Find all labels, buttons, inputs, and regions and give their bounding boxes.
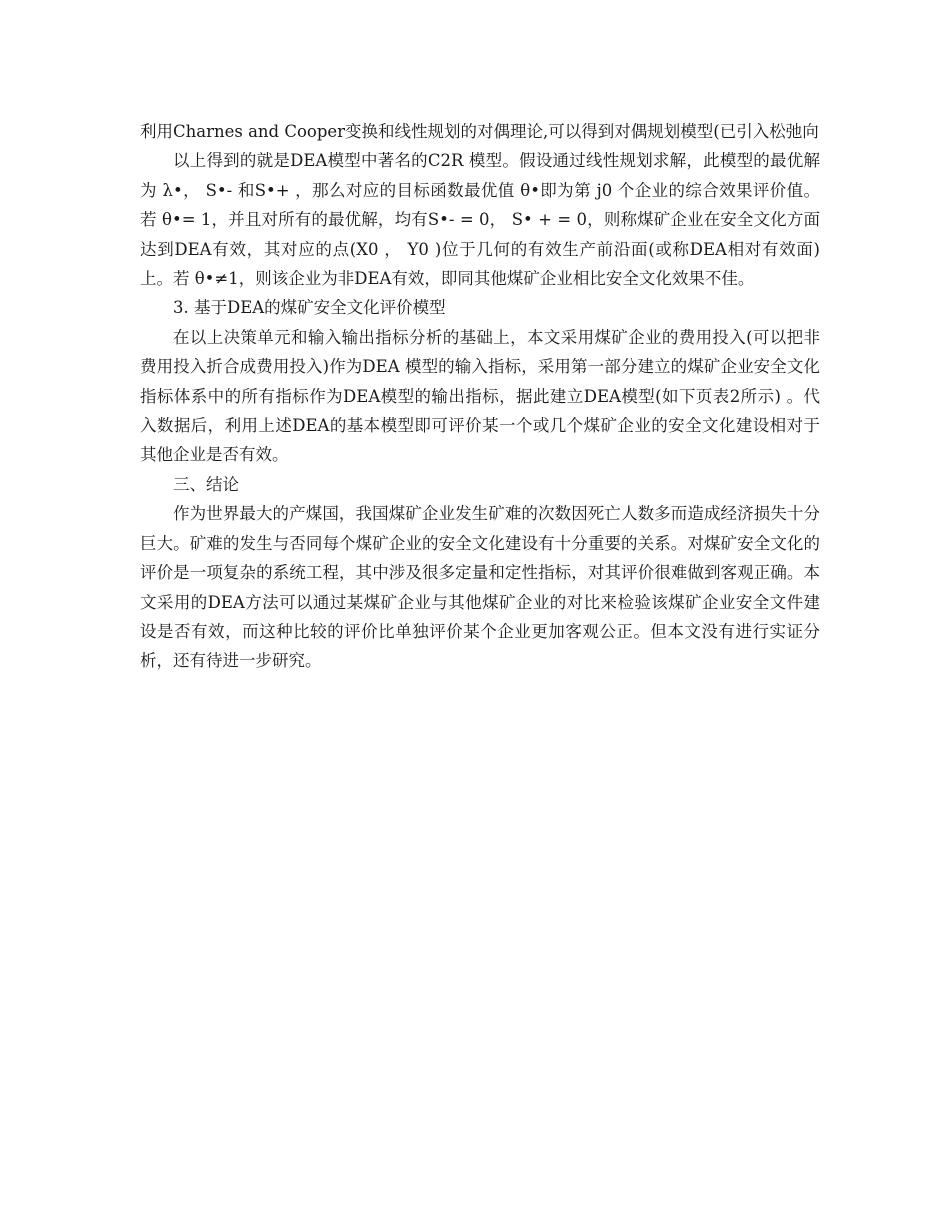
paragraph-conclusion: 作为世界最大的产煤国，我国煤矿企业发生矿难的次数因死亡人数多而造成经济损失十分巨大。矿难的发生与否同每个煤矿企业的安全文化建设有十分重要的关系。对煤矿安全文化的评价是一项复杂的系统工程，其中涉及很多定量和定性指标，对其评价很难做到客观正确。本文采用的DEA方法可以通过某煤矿企业与其他煤矿企业的对比来检验该煤矿企业安全文件建设是否有效，而这种比较的评价比单独评价某个企业更加客观公正。但本文没有进行实证分析，还有待进一步研究。 <box>140 504 820 671</box>
paragraph-intro: 利用Charnes and Cooper变换和线性规划的对偶理论,可以得到对偶规划模型(已引入松弛向 <box>140 122 819 141</box>
paragraph-c2r-model: 以上得到的就是DEA模型中著名的C2R 模型。假设通过线性规划求解，此模型的最优解为 λ•， S•- 和S•+ ，那么对应的目标函数最优值 θ•即为第 j0 个企业的综合效果评价值。若 θ•= 1，并且对所有的最优解，均有S•- = 0， S• + = 0，则称煤矿企业在安全文化方面达到DEA有效，其对应的点(X0 ， Y0 )位于几何的有效生产前沿面(或称DEA相对有效面)上。若 θ•≠1，则该企业为非DEA有效，即同其他煤矿企业相比安全文化效果不佳。 <box>140 151 821 289</box>
paragraph-dea-model: 在以上决策单元和输入输出指标分析的基础上，本文采用煤矿企业的费用投入(可以把非费用投入折合成费用投入)作为DEA 模型的输入指标，采用第一部分建立的煤矿企业安全文化指标体系中的所有指标作为DEA模型的输出指标，据此建立DEA模型(如下页表2所示) 。代入数据后，利用上述DEA的基本模型即可评价某一个或几个煤矿企业的安全文化建设相对于其他企业是否有效。 <box>140 327 820 465</box>
section-heading-dea-model: 3. 基于DEA的煤矿安全文化评价模型 <box>173 298 446 318</box>
section-heading-conclusion: 三、结论 <box>173 474 239 494</box>
document-body <box>140 117 820 676</box>
